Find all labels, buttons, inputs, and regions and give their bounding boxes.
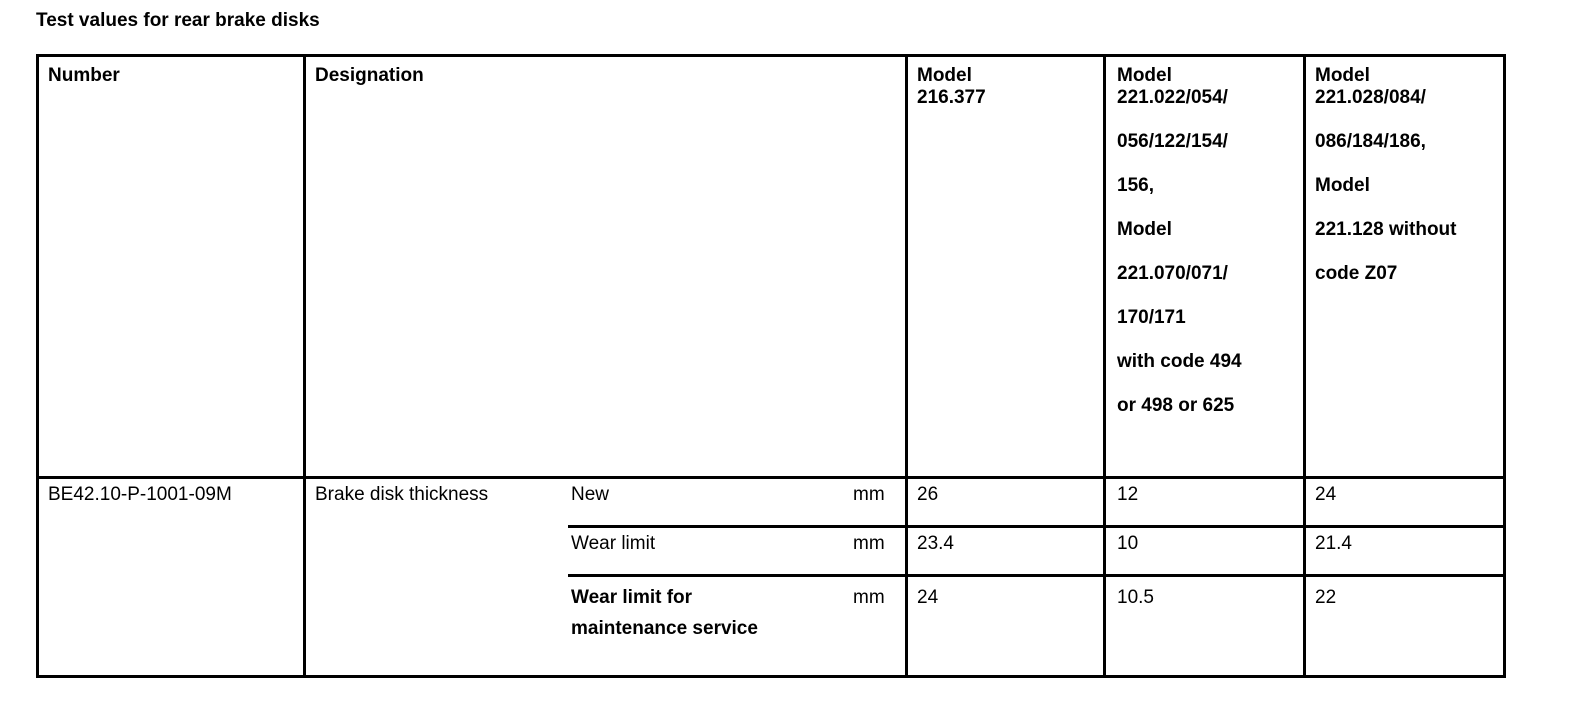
value-model-3: 24 xyxy=(1315,484,1337,505)
header-model-1-line: 216.377 xyxy=(917,87,986,108)
header-model-2-line: 056/122/154/ xyxy=(1117,131,1228,152)
sub-row-label-line: Wear limit for xyxy=(571,587,693,608)
header-model-2-line: with code 494 xyxy=(1117,351,1242,372)
header-model-2-line: 221.022/054/ xyxy=(1117,87,1228,108)
header-model-3-line: code Z07 xyxy=(1315,263,1398,284)
value-model-2: 10.5 xyxy=(1117,587,1154,608)
value-model-2: 10 xyxy=(1117,533,1139,554)
test-values-table xyxy=(36,54,1506,678)
header-model-2-line: or 498 or 625 xyxy=(1117,395,1235,416)
sub-row-label-wear-limit: Wear limit xyxy=(571,533,656,554)
row-number: BE42.10-P-1001-09M xyxy=(48,484,232,505)
column-divider-number xyxy=(303,57,306,675)
header-model-1-line: Model xyxy=(917,65,972,86)
header-model-3-line: 086/184/186, xyxy=(1315,131,1426,152)
sub-row-divider-1 xyxy=(568,525,1503,528)
header-model-2-line: 156, xyxy=(1117,175,1154,196)
header-designation: Designation xyxy=(315,65,424,86)
header-model-3-line: 221.028/084/ xyxy=(1315,87,1426,108)
value-model-1: 24 xyxy=(917,587,939,608)
header-model-2-line: 221.070/071/ xyxy=(1117,263,1228,284)
header-model-3-line: 221.128 without xyxy=(1315,219,1457,240)
sub-row-label-line: maintenance service xyxy=(571,618,758,639)
sub-row-unit: mm xyxy=(853,533,885,554)
sub-row-label-wear-limit-maintenance xyxy=(571,582,758,644)
column-divider-model-1 xyxy=(1103,57,1106,675)
header-model-2 xyxy=(1117,65,1242,439)
header-model-3-line: Model xyxy=(1315,65,1370,86)
header-model-1 xyxy=(917,65,986,109)
header-model-2-line: Model xyxy=(1117,65,1172,86)
header-model-2-line: 170/171 xyxy=(1117,307,1186,328)
header-model-3-line: Model xyxy=(1315,175,1370,196)
sub-row-unit: mm xyxy=(853,484,885,505)
value-model-1: 26 xyxy=(917,484,939,505)
value-model-2: 12 xyxy=(1117,484,1139,505)
header-model-2-line: Model xyxy=(1117,219,1172,240)
sub-row-label-new: New xyxy=(571,484,610,505)
column-divider-designation xyxy=(905,57,908,675)
header-row-divider xyxy=(39,476,1503,479)
column-divider-model-2 xyxy=(1303,57,1306,675)
row-designation: Brake disk thickness xyxy=(315,484,489,505)
header-model-3 xyxy=(1315,65,1457,307)
sub-row-divider-2 xyxy=(568,574,1503,577)
sub-row-unit: mm xyxy=(853,587,885,608)
page-title: Test values for rear brake disks xyxy=(36,10,320,31)
value-model-1: 23.4 xyxy=(917,533,954,554)
header-number: Number xyxy=(48,65,120,86)
value-model-3: 22 xyxy=(1315,587,1337,608)
value-model-3: 21.4 xyxy=(1315,533,1352,554)
